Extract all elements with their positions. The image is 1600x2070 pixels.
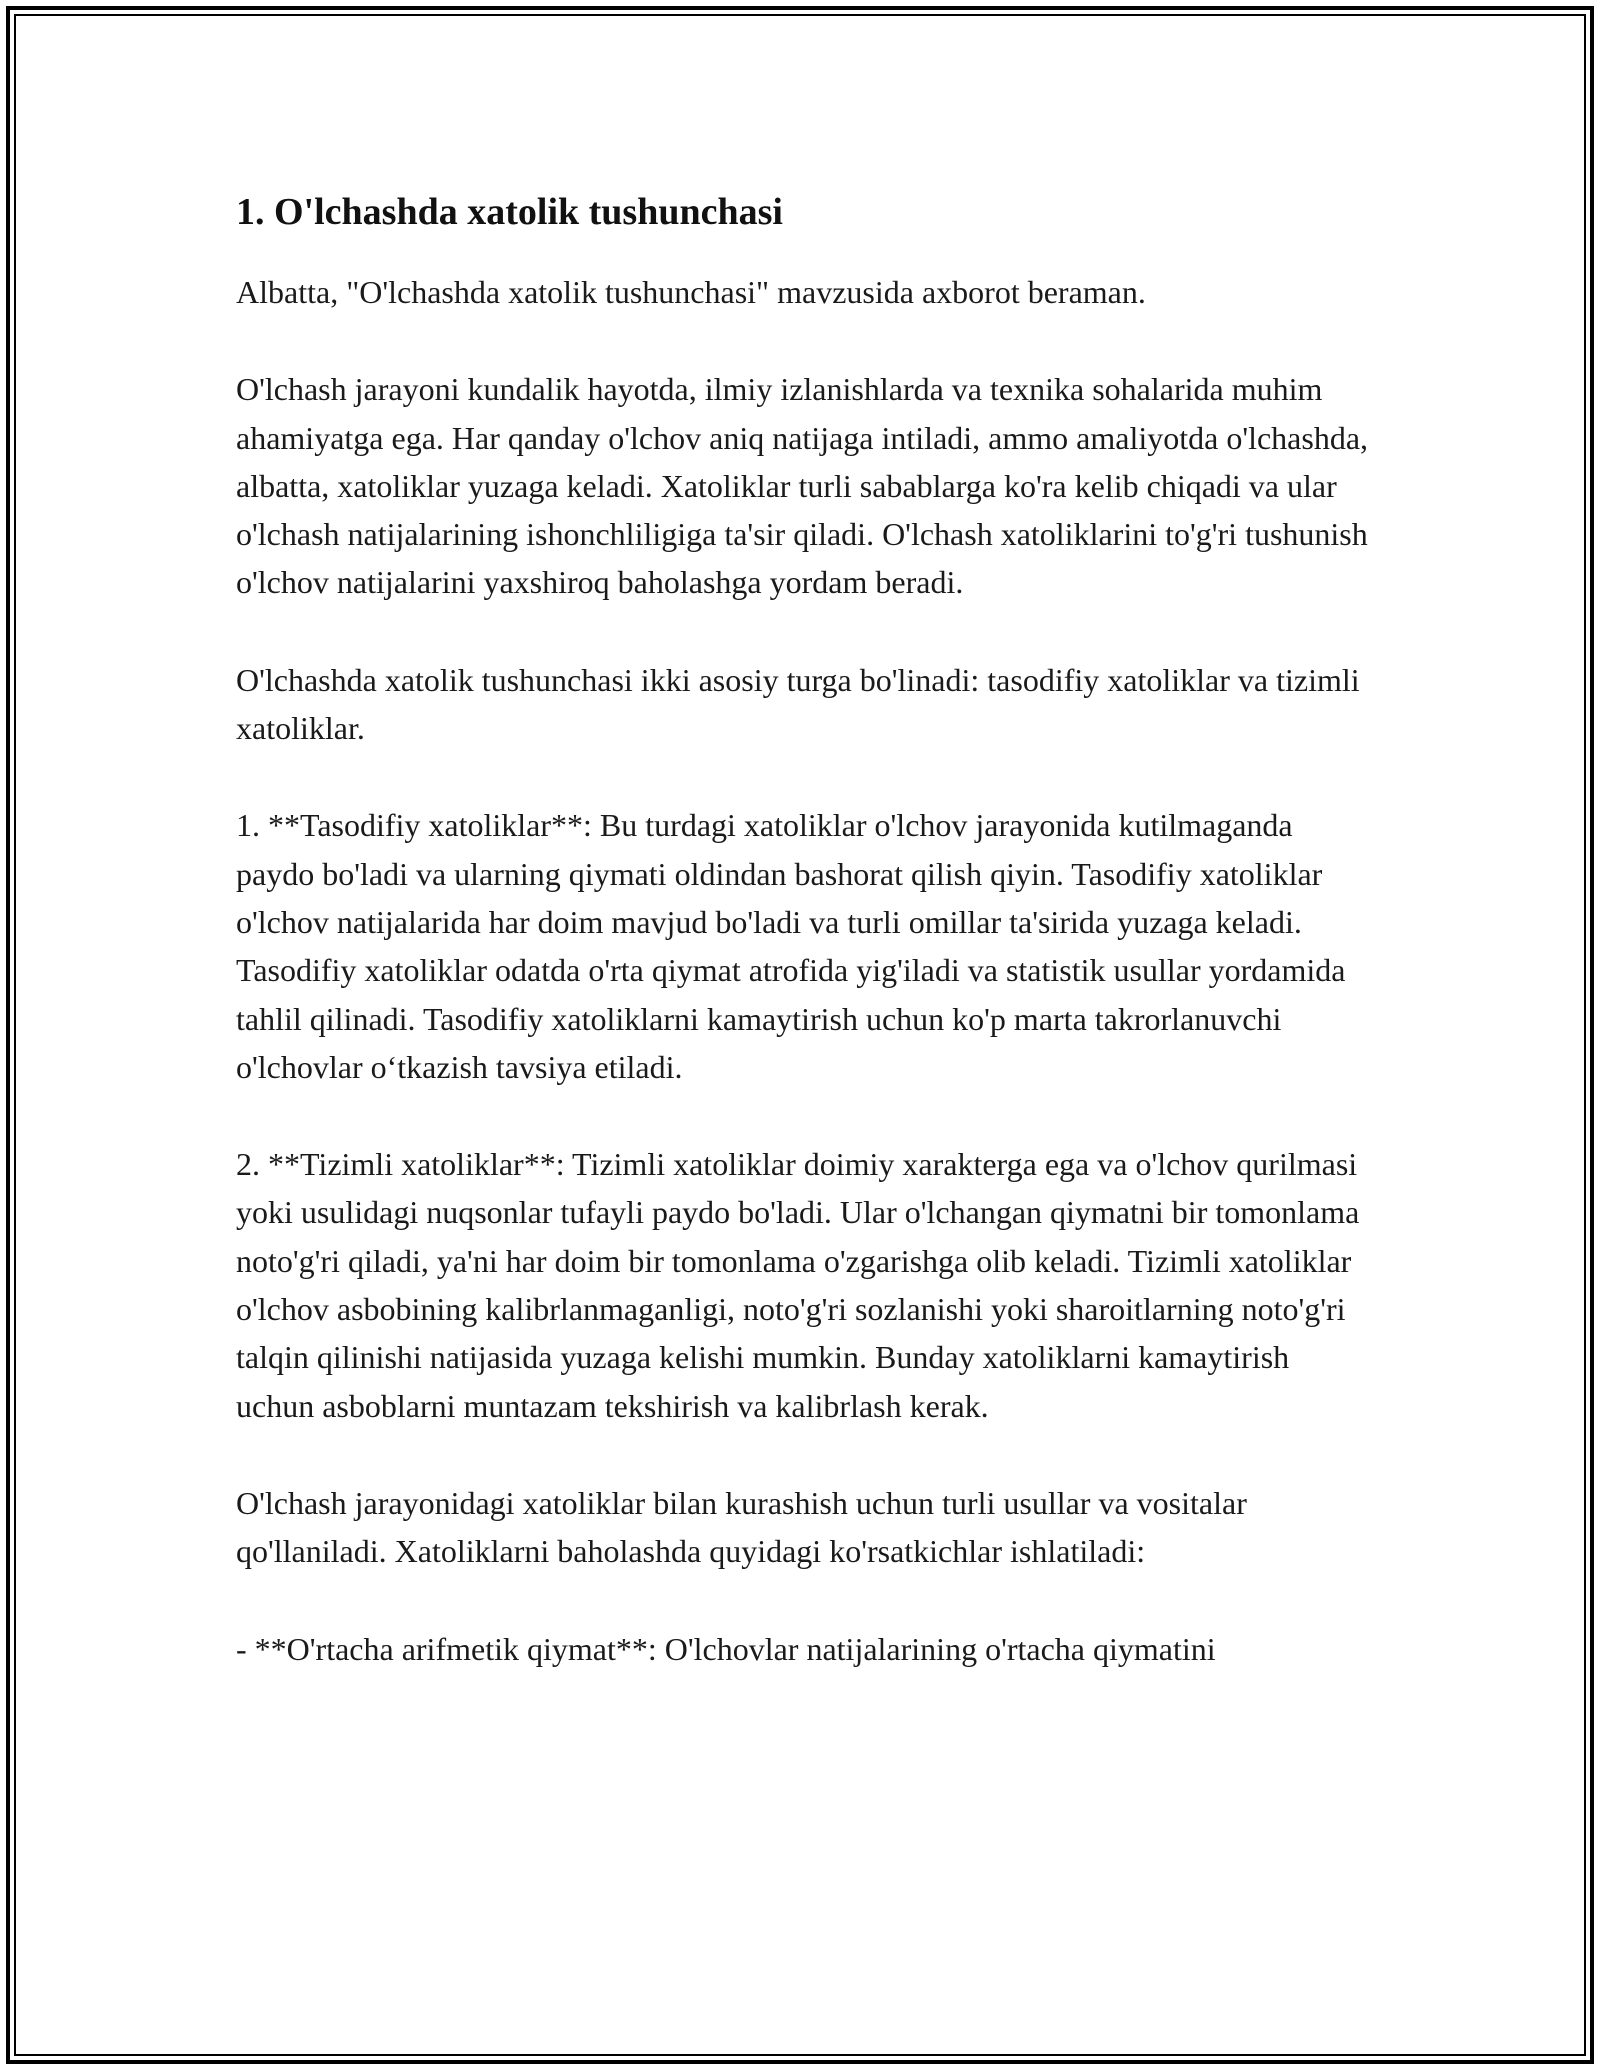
methods-paragraph: O'lchash jarayonidagi xatoliklar bilan kurashish uchun turli usullar va vositalar qo'llaniladi. Xatoliklarni baholashda quyidagi ko'rsatkichlar ishlatiladi: <box>236 1484 1247 1570</box>
intro-paragraph: Albatta, "O'lchashda xatolik tushunchasi" mavzusida axborot beraman. <box>236 274 1146 310</box>
overview-paragraph: O'lchash jarayoni kundalik hayotda, ilmiy izlanishlarda va texnika sohalarida muhim ahamiyatga ega. Har qanday o'lchov aniq natijaga intiladi, ammo amaliyotda o'lchashda, albatta, xatoliklar yuzaga keladi. Xatoliklar turli sabablarga ko'ra kelib chiqadi va ular o'lchash natijalarining ishonchliligiga ta'sir qiladi. O'lchash xatoliklarini to'g'ri tushunish o'lchov natijalarini yaxshiroq baholashga yordam beradi. <box>236 371 1369 601</box>
systematic-errors-paragraph: 2. **Tizimli xatoliklar**: Tizimli xatoliklar doimiy xarakterga ega va o'lchov qurilmasi yoki usulidagi nuqsonlar tufayli paydo bo'ladi. Ular o'lchangan qiymatni bir tomonlama noto'g'ri qiladi, ya'ni har doim bir tomonlama o'zgarishga olib keladi. Tizimli xatoliklar o'lchov asbobining kalibrlanmaganligi, noto'g'ri sozlanishi yoki sharoitlarning noto'g'ri talqin qilinishi natijasida yuzaga kelishi mumkin. Bunday xatoliklarni kamaytirish uchun asboblarni muntazam tekshirish va kalibrlash kerak. <box>236 1146 1360 1424</box>
document-body <box>236 186 1370 1673</box>
mean-value-list-item: - **O'rtacha arifmetik qiymat**: O'lchovlar natijalarining o'rtacha qiymatini <box>236 1630 1216 1667</box>
error-types-paragraph: O'lchashda xatolik tushunchasi ikki asosiy turga bo'linadi: tasodifiy xatoliklar va tizimli xatoliklar. <box>236 661 1360 747</box>
random-errors-paragraph: 1. **Tasodifiy xatoliklar**: Bu turdagi xatoliklar o'lchov jarayonida kutilmaganda paydo bo'ladi va ularning qiymati oldindan bashorat qilish qiyin. Tasodifiy xatoliklar o'lchov natijalarida har doim mavjud bo'ladi va turli omillar ta'sirida yuzaga keladi. Tasodifiy xatoliklar odatda o'rta qiymat atrofida yig'iladi va statistik usullar yordamida tahlil qilinadi. Tasodifiy xatoliklarni kamaytirish uchun ko'p marta takrorlanuvchi o'lchovlar o‘tkazish tavsiya etiladi. <box>236 807 1346 1085</box>
section-heading: 1. O'lchashda xatolik tushunchasi <box>236 191 783 233</box>
